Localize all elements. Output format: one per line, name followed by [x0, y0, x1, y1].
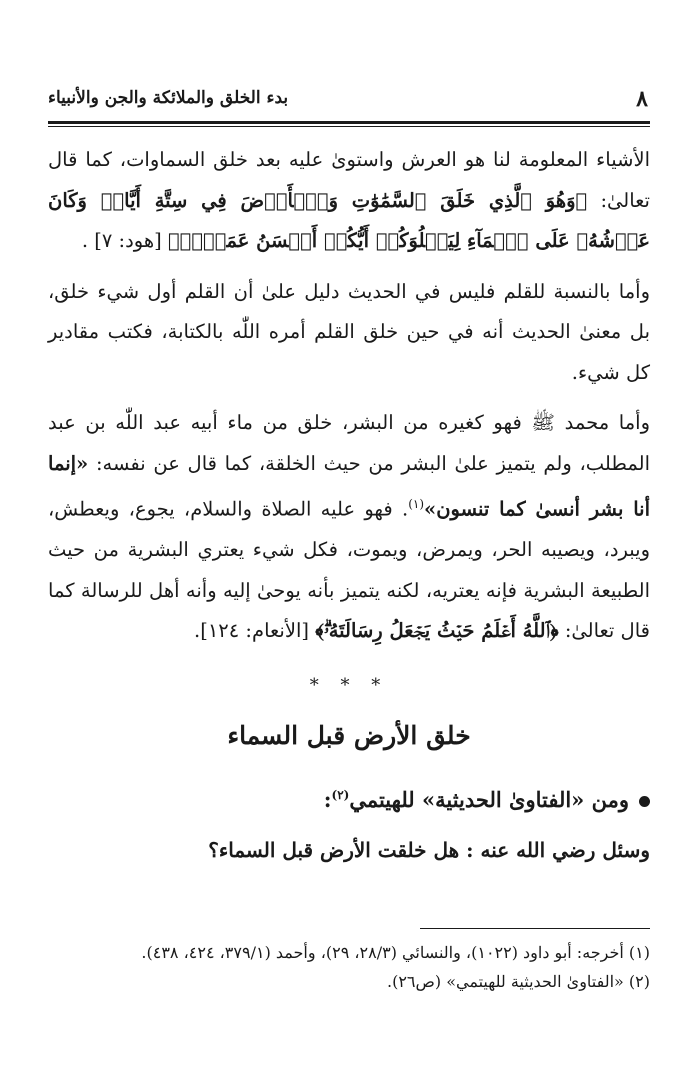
- running-title: بدء الخلق والملائكة والجن والأنبياء: [48, 88, 289, 108]
- footnote-marker-1: (١): [408, 497, 425, 511]
- quran-verse-anam: ﴿ٱللَّهُ أَعۡلَمُ حَيۡثُ يَجۡعَلُ رِسَالَتَهُۥۗ﴾: [315, 619, 559, 642]
- page-header: [48, 86, 650, 116]
- paragraph-3-text-b: . فهو عليه الصلاة والسلام، يجوع، ويعطش، ويبرد، ويصيبه الحر، ويمرض، ويموت، فكل شيء يعتري البشرية من حيث الطبيعة البشرية فإنه يعتريه، لكنه يتميز بأنه يوحىٰ إليه وأنه أهل للرسالة كما قال تعالىٰ:: [48, 497, 650, 642]
- quran-reference-anam: [الأنعام: ١٢٤].: [194, 619, 316, 642]
- bullet-dot-icon: [639, 796, 650, 807]
- paragraph-2: وأما بالنسبة للقلم فليس في الحديث دليل علىٰ أن القلم أول شيء خلق، بل معنىٰ الحديث أنه في حين خلق القلم أمره اللّٰه بالكتابة، فكتب مقادير كل شيء.: [48, 279, 650, 384]
- paragraph-3-text-a: وأما محمد ﷺ فهو كغيره من البشر، خلق من ماء أبيه عبد اللّٰه بن عبد المطلب، ولم يتميز علىٰ البشر من حيث الخلقة، كما قال عن نفسه:: [48, 411, 650, 475]
- paragraph-1-text: الأشياء المعلومة لنا هو العرش واستوىٰ عليه بعد خلق السماوات، كما قال تعالىٰ:: [48, 148, 650, 212]
- paragraph-1: [48, 140, 650, 262]
- source-colon: :: [323, 786, 332, 812]
- footnote-rule: [420, 928, 650, 929]
- footnote-2: (٢) «الفتاوىٰ الحديثية للهيتمي» (ص٢٦).: [387, 972, 650, 991]
- book-page: [48, 0, 650, 1087]
- question-line: وسئل رضي الله عنه : هل خلقت الأرض قبل السماء؟: [208, 838, 650, 862]
- footnotes: [48, 938, 650, 996]
- page-number: ٨: [636, 86, 648, 112]
- section-heading: خلق الأرض قبل السماء: [227, 721, 471, 750]
- hadith-quote: «إنما أنا بشر أنسىٰ كما تنسون»: [48, 451, 650, 521]
- header-rule-thick: [48, 121, 650, 124]
- quran-reference-hud: [هود: ٧] .: [81, 229, 168, 252]
- paragraph-3: [48, 403, 650, 652]
- header-rule-thin: [48, 126, 650, 127]
- quran-verse-hud: ﴿وَهُوَ ٱلَّذِي خَلَقَ ٱلسَّمَٰوَٰتِ وَٱلۡأَرۡضَ فِي سِتَّةِ أَيَّامٖ وَكَانَ عَرۡشُهُۥ عَلَى ٱلۡمَآءِ لِيَبۡلُوَكُمۡ أَيُّكُمۡ أَحۡسَنُ عَمَلٗاۗ﴾: [48, 188, 650, 252]
- source-line: [48, 775, 650, 821]
- main-text: [48, 140, 650, 881]
- footnote-1: (١) أخرجه: أبو داود (١٠٢٢)، والنسائي (٢٨/٣، ٢٩)، وأحمد (٣٧٩/١، ٤٢٤، ٤٣٨).: [141, 943, 650, 962]
- source-text: ومن «الفتاوىٰ الحديثية» للهيتمي: [349, 786, 629, 812]
- section-separator: * * *: [309, 674, 389, 696]
- footnote-marker-2: (٢): [331, 787, 350, 802]
